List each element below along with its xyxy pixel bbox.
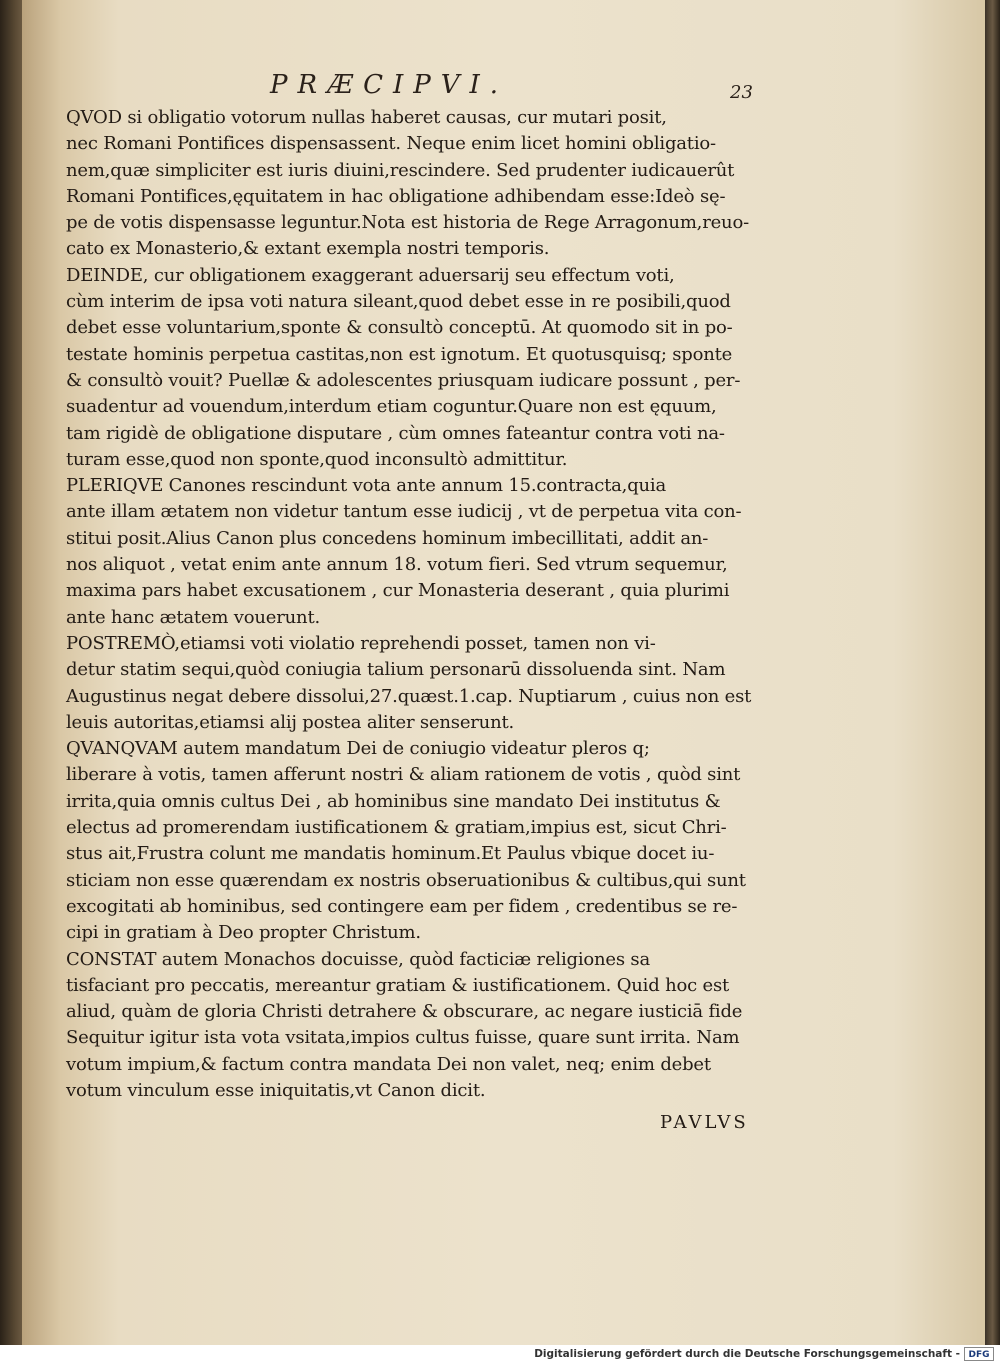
text-line: & consultò vouit? Puellæ & adolescentes priusquam iudicare possunt , per- bbox=[66, 369, 741, 391]
page-number: 23 bbox=[730, 82, 753, 103]
footer-credit: Digitalisierung gefördert durch die Deutsche Forschungsgemeinschaft - bbox=[534, 1348, 960, 1360]
text-line: sticiam non esse quærendam ex nostris obseruationibus & cultibus,qui sunt bbox=[66, 869, 746, 891]
text-line: DEINDE, cur obligationem exaggerant aduersarij seu effectum voti, bbox=[66, 264, 675, 286]
text-line: nem,quæ simpliciter est iuris diuini,rescindere. Sed prudenter iudicauerût bbox=[66, 159, 735, 181]
text-line: stitui posit.Alius Canon plus concedens hominum imbecillitati, addit an- bbox=[66, 527, 709, 549]
text-line: cato ex Monasterio,& extant exempla nostri temporis. bbox=[66, 238, 550, 260]
text-line: QVOD si obligatio votorum nullas haberet causas, cur mutari posit, bbox=[66, 107, 667, 128]
text-line: POSTREMÒ,etiamsi voti violatio reprehendi posset, tamen non vi- bbox=[66, 632, 656, 654]
page-edge bbox=[985, 0, 1000, 1345]
text-line: aliud, quàm de gloria Christi detrahere & obscurare, ac negare iusticiā fide bbox=[66, 1001, 743, 1023]
text-line: testate hominis perpetua castitas,non est ignotum. Et quotusquisq; sponte bbox=[66, 343, 733, 365]
text-line: tisfaciant pro peccatis, mereantur gratiam & iustificationem. Quid hoc est bbox=[66, 974, 730, 996]
text-line: Sequitur igitur ista vota vsitata,impios cultus fuisse, quare sunt irrita. Nam bbox=[66, 1027, 740, 1049]
text-line: suadentur ad vouendum,interdum etiam coguntur.Quare non est ęquum, bbox=[66, 396, 717, 418]
text-line: leuis autoritas,etiamsi alij postea aliter senserunt. bbox=[66, 711, 515, 733]
text-line: nos aliquot , vetat enim ante annum 18. votum fieri. Sed vtrum sequemur, bbox=[66, 554, 728, 576]
text-line: pe de votis dispensasse leguntur.Nota est historia de Rege Arragonum,reuo- bbox=[66, 212, 749, 234]
text-line: Romani Pontifices,ęquitatem in hac obligatione adhibendam esse:Ideò sę- bbox=[66, 185, 726, 207]
text-line: votum impium,& factum contra mandata Dei non valet, neq; enim debet bbox=[66, 1053, 711, 1075]
text-line: CONSTAT autem Monachos docuisse, quòd facticiæ religiones sa bbox=[66, 948, 650, 970]
catchword: PAVLVS bbox=[660, 1112, 749, 1133]
text-line: Augustinus negat debere dissolui,27.quæst.1.cap. Nuptiarum , cuius non est bbox=[66, 685, 752, 707]
text-line: debet esse voluntarium,sponte & consultò conceptū. At quomodo sit in po- bbox=[66, 317, 733, 339]
text-line: maxima pars habet excusationem , cur Monasteria deserant , quia plurimi bbox=[66, 580, 730, 602]
text-line: electus ad promerendam iustificationem & gratiam,impius est, sicut Chri- bbox=[66, 817, 727, 839]
text-line: turam esse,quod non sponte,quod inconsultò admittitur. bbox=[66, 448, 568, 470]
text-line: tam rigidè de obligatione disputare , cùm omnes fateantur contra voti na- bbox=[66, 422, 725, 444]
text-line: ante hanc ætatem vouerunt. bbox=[66, 606, 321, 628]
text-line: QVANQVAM autem mandatum Dei de coniugio videatur pleros q; bbox=[66, 738, 650, 760]
body-text bbox=[66, 105, 756, 1104]
dfg-logo: DFG bbox=[964, 1347, 994, 1361]
text-line: excogitati ab hominibus, sed contingere eam per fidem , credentibus se re- bbox=[66, 895, 738, 917]
text-line: ante illam ætatem non videtur tantum esse iudicij , vt de perpetua vita con- bbox=[66, 501, 742, 523]
text-line: detur statim sequi,quòd coniugia talium personarū dissoluenda sint. Nam bbox=[66, 659, 726, 681]
text-line: cùm interim de ipsa voti natura sileant,quod debet esse in re posibili,quod bbox=[66, 291, 731, 313]
text-line: liberare à votis, tamen afferunt nostri & aliam rationem de votis , quòd sint bbox=[66, 764, 741, 786]
text-line: PLERIQVE Canones rescindunt vota ante annum 15.contracta,quia bbox=[66, 475, 667, 497]
text-line: stus ait,Frustra colunt me mandatis hominum.Et Paulus vbique docet iu- bbox=[66, 843, 715, 865]
text-line: nec Romani Pontifices dispensassent. Neque enim licet homini obligatio- bbox=[66, 133, 716, 155]
text-line: irrita,quia omnis cultus Dei , ab hominibus sine mandato Dei institutus & bbox=[66, 790, 721, 812]
running-head: PRÆCIPVI. bbox=[270, 70, 509, 100]
text-line: votum vinculum esse iniquitatis,vt Canon dicit. bbox=[66, 1079, 486, 1101]
text-line: cipi in gratiam à Deo propter Christum. bbox=[66, 922, 421, 944]
